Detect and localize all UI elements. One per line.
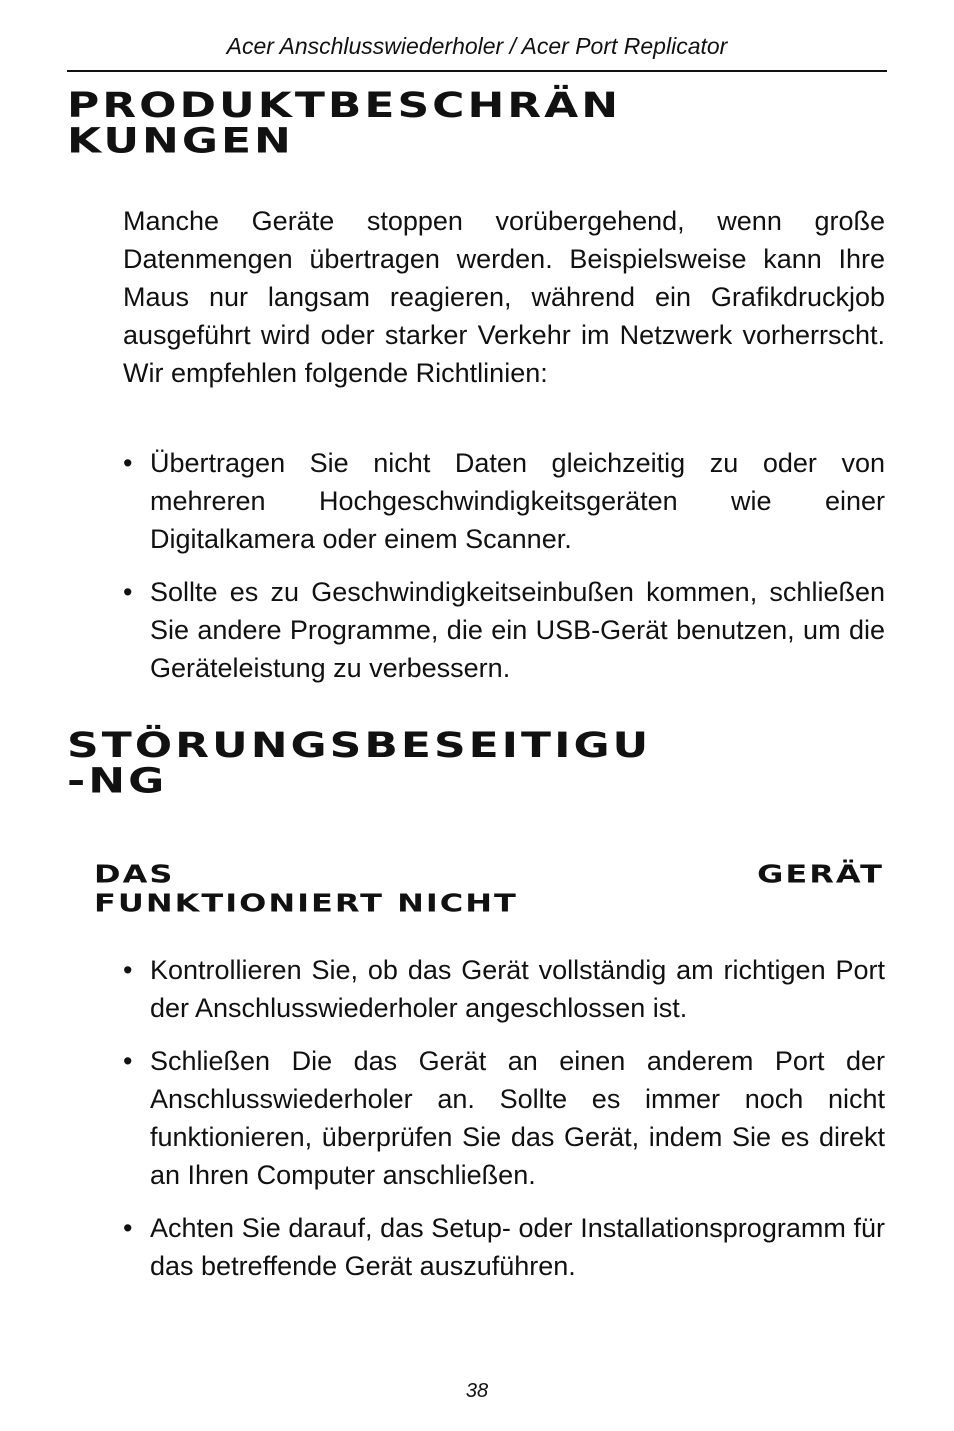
section-heading-product-limitations — [67, 85, 887, 162]
header-rule — [67, 70, 887, 72]
list-item-text: Sollte es zu Geschwindigkeitseinbußen kommen, schließen Sie andere Programme, die ein USB-Gerät benutzen, um die Geräteleistung zu verbessern. — [150, 577, 885, 683]
list-item-text: Kontrollieren Sie, ob das Gerät vollständig am richtigen Port der Anschlusswiederholer angeschlossen ist. — [150, 955, 885, 1023]
heading-line: PRODUKTBESCHRÄN — [67, 85, 622, 126]
heading-line: -NG — [67, 761, 168, 802]
list-item — [123, 1209, 885, 1285]
bullet-icon: • — [123, 577, 133, 607]
bullet-icon: • — [123, 1046, 133, 1076]
bullet-icon: • — [123, 448, 133, 478]
subheading-word: DAS — [94, 859, 175, 889]
section-heading-troubleshooting — [67, 725, 887, 802]
heading-line: STÖRUNGSBESEITIGU — [67, 725, 652, 766]
list-item — [123, 951, 885, 1027]
list-item — [123, 1042, 885, 1194]
subheading-line: FUNKTIONIERT NICHT — [94, 888, 518, 918]
list-item-text: Übertragen Sie nicht Daten gleichzeitig zu oder von mehreren Hochgeschwindigkeitsgeräten wie einer Digitalkamera oder einem Scanner. — [150, 448, 885, 554]
running-header: Acer Anschlusswiederholer / Acer Port Replicator — [226, 33, 728, 59]
bullet-icon: • — [123, 1213, 133, 1243]
subheading-word: GERÄT — [757, 859, 884, 889]
heading-line: KUNGEN — [67, 121, 294, 162]
list-item — [123, 444, 885, 558]
list-item — [123, 573, 885, 687]
subheading-device-not-working — [94, 860, 884, 918]
list-item-text: Achten Sie darauf, das Setup- oder Installationsprogramm für das betreffende Gerät auszuführen. — [150, 1213, 885, 1281]
intro-paragraph: Manche Geräte stoppen vorübergehend, wenn große Datenmengen übertragen werden. Beispielsweise kann Ihre Maus nur langsam reagieren, während ein Grafikdruckjob ausgeführt wird oder starker Verkehr im Netzwerk vorherrscht. Wir empfehlen folgende Richtlinien: — [123, 206, 885, 388]
bullet-icon: • — [123, 955, 133, 985]
list-item-text: Schließen Die das Gerät an einen anderem Port der Anschlusswiederholer an. Sollte es immer noch nicht funktionieren, überprüfen Sie das Gerät, indem Sie es direkt an Ihren Computer anschließen. — [150, 1046, 885, 1190]
page-number: 38 — [465, 1380, 489, 1402]
